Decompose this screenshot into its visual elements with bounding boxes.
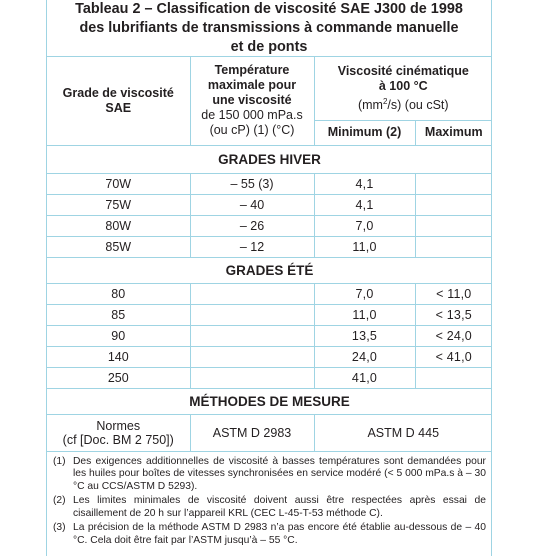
section-title-summer: GRADES ÉTÉ [47, 257, 492, 283]
table-row [47, 215, 492, 236]
units-sup: 2 [382, 96, 388, 106]
cell-grade: 85W [47, 236, 190, 257]
header-visc-line: à 100 °C [378, 78, 428, 93]
cell-grade: 140 [47, 346, 190, 367]
footnote-text: Les limites minimales de viscosité doivent aussi être respectées après essai de cisaillement de 20 h sur l’appareil KRL (CEC L-45-T-53 méthode C). [73, 495, 486, 519]
cell-min: 7,0 [314, 215, 415, 236]
cell-max [415, 367, 492, 388]
viscosity-table [47, 57, 492, 452]
footnote [53, 522, 486, 547]
header-viscosity [314, 57, 492, 120]
cell-min: 41,0 [314, 367, 415, 388]
cell-max: < 24,0 [415, 325, 492, 346]
table-row [47, 283, 492, 304]
header-temp-line: Température [214, 63, 290, 78]
cell-temp [190, 304, 314, 325]
cell-grade: 80 [47, 283, 190, 304]
cell-grade: 70W [47, 173, 190, 194]
footnote [53, 495, 486, 520]
cell-min: 24,0 [314, 346, 415, 367]
header-grade-line: Grade de viscosité [62, 85, 174, 100]
section-title-winter: GRADES HIVER [47, 145, 492, 173]
table-caption [47, 0, 491, 57]
footnote [53, 456, 486, 494]
table-row [47, 194, 492, 215]
table-row [47, 236, 492, 257]
caption-line: des lubrifiants de transmissions à commande manuelle [79, 20, 459, 36]
header-temperature [190, 57, 314, 145]
units-post: /s) (ou cSt) [387, 97, 449, 112]
header-visc-units [315, 98, 493, 113]
table-row [47, 346, 492, 367]
cell-grade: 85 [47, 304, 190, 325]
header-grade-line: SAE [105, 100, 132, 115]
cell-temp [190, 346, 314, 367]
footnotes [47, 452, 491, 548]
caption-line: et de ponts [230, 39, 308, 55]
cell-min: 13,5 [314, 325, 415, 346]
cell-temp: – 40 [190, 194, 314, 215]
cell-max: < 41,0 [415, 346, 492, 367]
header-minimum: Minimum (2) [314, 120, 415, 145]
cell-min: 4,1 [314, 173, 415, 194]
cell-max [415, 236, 492, 257]
methods-label-line: Normes [96, 418, 141, 433]
cell-temp: – 26 [190, 215, 314, 236]
cell-temp [190, 367, 314, 388]
cell-methods-label [47, 414, 190, 451]
table-row [47, 367, 492, 388]
cell-grade: 80W [47, 215, 190, 236]
cell-grade: 90 [47, 325, 190, 346]
header-grade [47, 57, 190, 145]
footnote-ref: (2) [53, 495, 66, 507]
cell-min: 11,0 [314, 236, 415, 257]
cell-grade: 250 [47, 367, 190, 388]
cell-max [415, 173, 492, 194]
footnote-text: Des exigences additionnelles de viscosité à basses températures sont demandées pour les huiles pour boîtes de vitesses synchronisées en service modéré (< 5 000 mPa.s à – 30 °C au CCS/ASTM D 5293). [73, 455, 486, 492]
caption-line: Tableau 2 – Classification de viscosité SAE J300 de 1998 [75, 1, 463, 17]
footnote-text: La précision de la méthode ASTM D 2983 n’a pas encore été établie au-dessous de – 40 °C. Cela doit être fait par l’ASTM jusqu’à – 55 °C. [73, 522, 486, 547]
cell-temp: – 55 (3) [190, 173, 314, 194]
cell-max [415, 194, 492, 215]
cell-visc-method: ASTM D 445 [314, 414, 492, 451]
cell-min: 7,0 [314, 283, 415, 304]
header-temp-line: (ou cP) (1) (°C) [209, 123, 295, 138]
header-visc-line: Viscosité cinématique [337, 63, 469, 78]
cell-temp: – 12 [190, 236, 314, 257]
cell-max: < 13,5 [415, 304, 492, 325]
footnote-ref: (1) [53, 455, 66, 467]
methods-label-line: (cf [Doc. BM 2 750]) [62, 432, 174, 447]
cell-max: < 11,0 [415, 283, 492, 304]
footnote-ref: (3) [53, 522, 66, 534]
header-temp-line: une viscosité [212, 93, 292, 108]
table-row [47, 304, 492, 325]
cell-grade: 75W [47, 194, 190, 215]
table-row [47, 325, 492, 346]
units-pre: (mm [357, 97, 383, 112]
cell-temp-method: ASTM D 2983 [190, 414, 314, 451]
header-maximum: Maximum [415, 120, 492, 145]
section-title-methods: MÉTHODES DE MESURE [47, 388, 492, 414]
cell-min: 4,1 [314, 194, 415, 215]
table-row [47, 414, 492, 451]
cell-temp [190, 283, 314, 304]
table-row [47, 173, 492, 194]
header-temp-line: maximale pour [207, 78, 297, 93]
cell-temp [190, 325, 314, 346]
cell-max [415, 215, 492, 236]
table-frame [46, 0, 492, 556]
header-temp-line: de 150 000 mPa.s [201, 108, 303, 123]
cell-min: 11,0 [314, 304, 415, 325]
